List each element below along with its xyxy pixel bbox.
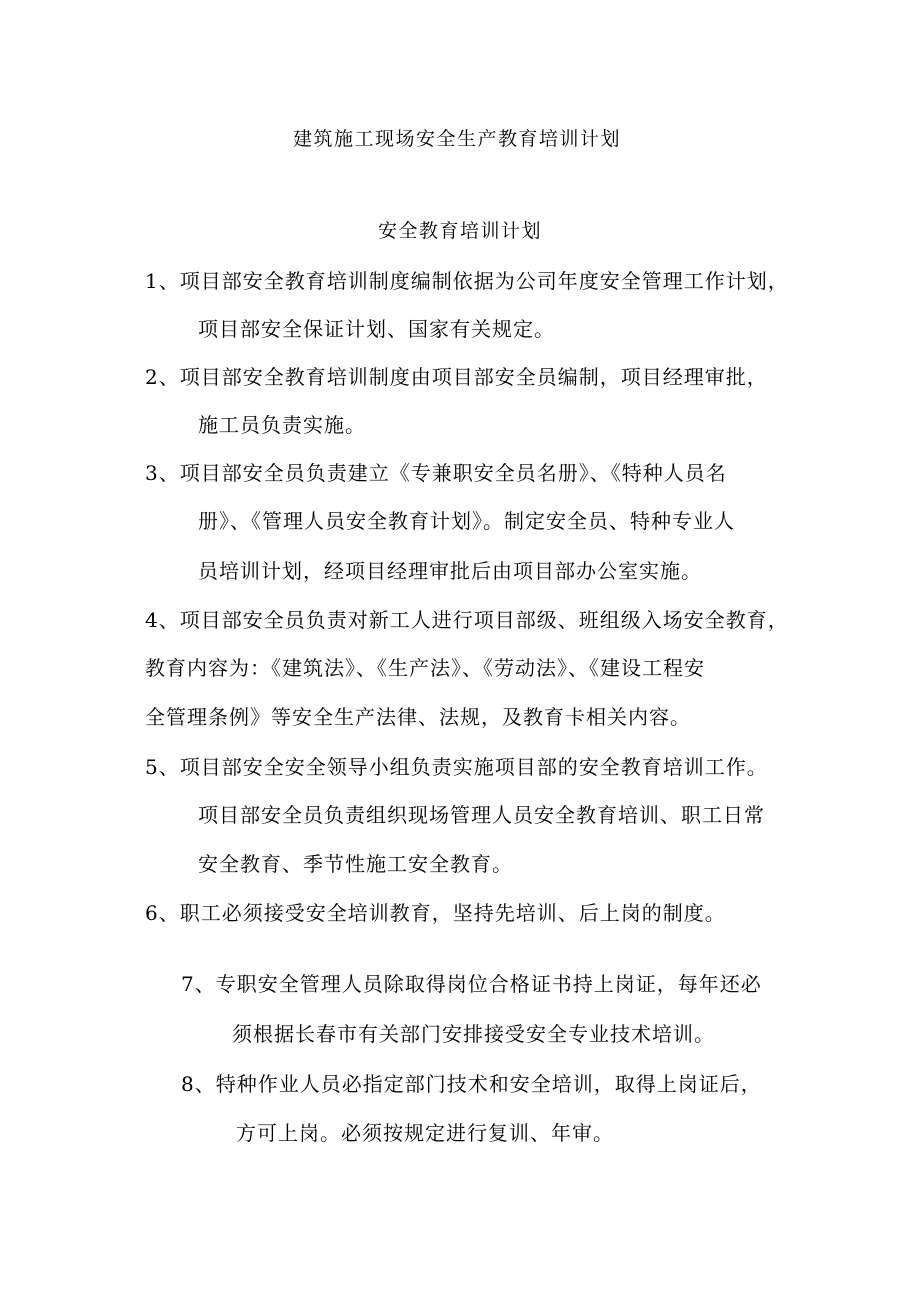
section-subtitle: 安全教育培训计划 [378,220,543,242]
item-8-line-2: 方可上岗。必须按规定进行复训、年审。 [236,1121,614,1145]
item-5-line-3: 安全教育、季节性施工安全教育。 [198,852,513,876]
document-title: 建筑施工现场安全生产教育培训计划 [293,128,622,150]
item-3-line-3: 员培训计划，经项目经理审批后由项目部办公室实施。 [198,559,702,583]
item-4-line-3: 全管理条例》等安全生产法律、法规，及教育卡相关内容。 [145,705,691,729]
item-8-line-1: 8、特种作业人员必指定部门技术和安全培训，取得上岗证后， [181,1072,762,1096]
item-4-line-2: 教育内容为：《建筑法》、《生产法》、《劳动法》、《建设工程安 [145,656,705,680]
item-3-line-1: 3、项目部安全员负责建立《专兼职安全员名册》、《特种人员名 [145,461,727,485]
item-1-line-1: 1、项目部安全教育培训制度编制依据为公司年度安全管理工作计划， [145,269,789,293]
item-7-line-1: 7、专职安全管理人员除取得岗位合格证书持上岗证，每年还必 [181,972,762,996]
item-6-line-1: 6、职工必须接受安全培训教育，坚持先培训、后上岗的制度。 [145,901,726,925]
item-2-line-1: 2、项目部安全教育培训制度由项目部安全员编制，项目经理审批， [145,365,768,389]
item-4-line-1: 4、项目部安全员负责对新工人进行项目部级、班组级入场安全教育， [145,608,789,632]
item-3-line-2: 册》、《管理人员安全教育计划》。制定安全员、特种专业人 [198,509,735,533]
item-1-line-2: 项目部安全保证计划、国家有关规定。 [198,317,555,341]
item-5-line-1: 5、项目部安全安全领导小组负责实施项目部的安全教育培训工作。 [145,755,768,779]
item-5-line-2: 项目部安全员负责组织现场管理人员安全教育培训、职工日常 [198,803,765,827]
item-7-line-2: 须根据长春市有关部门安排接受安全专业技术培训。 [232,1022,715,1046]
item-2-line-2: 施工员负责实施。 [198,413,366,437]
